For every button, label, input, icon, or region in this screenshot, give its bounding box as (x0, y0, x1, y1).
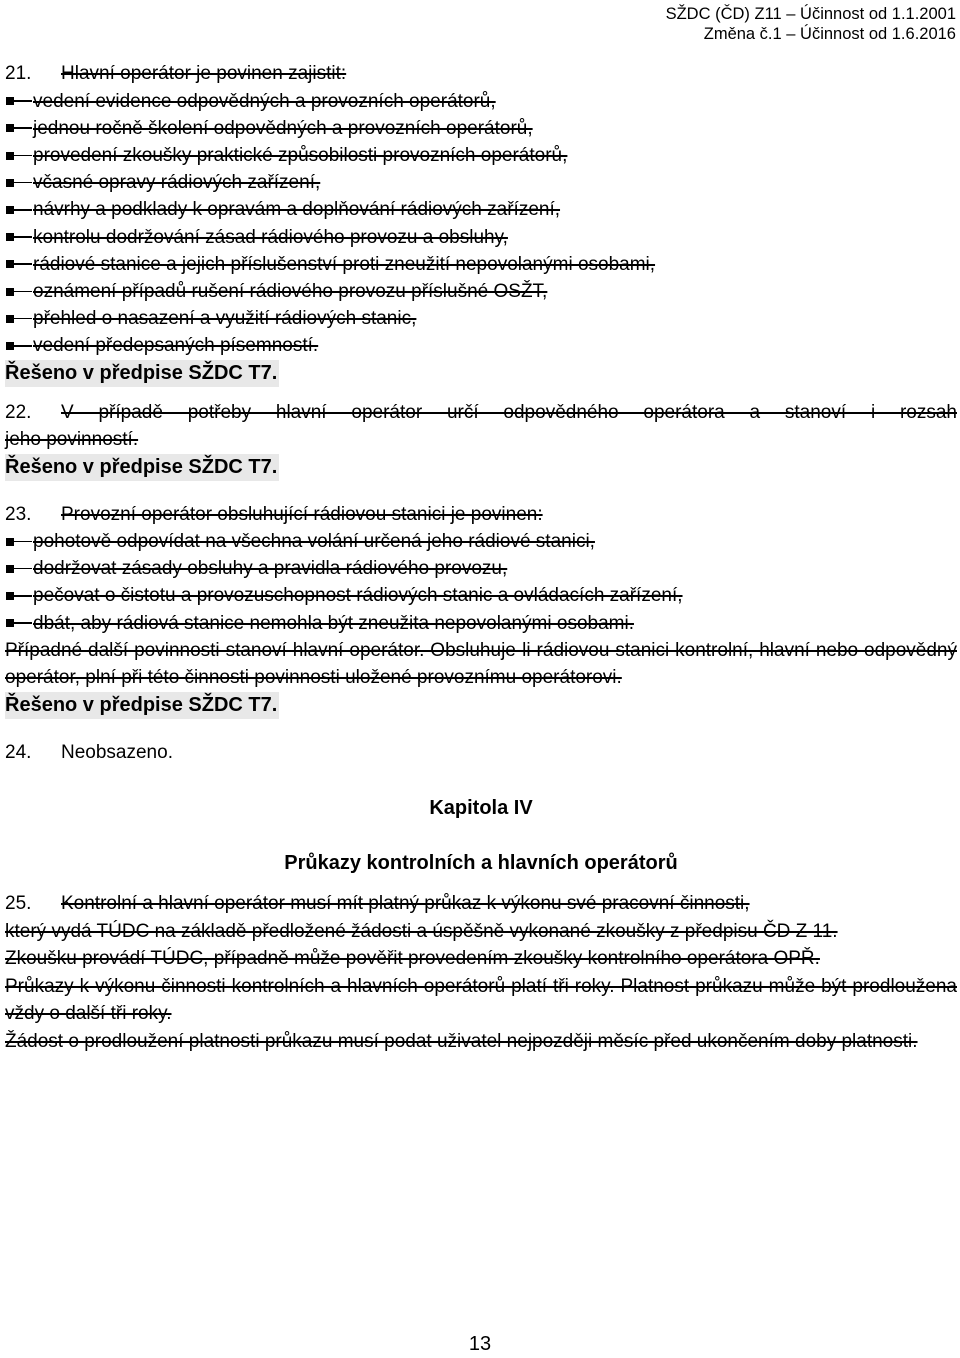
section-number: 24. (5, 741, 32, 763)
list-item: přehled o nasazení a využití rádiových stanic, (5, 305, 957, 332)
section-text: Kontrolní a hlavní operátor musí mít platný průkaz k výkonu své pracovní činnosti, (61, 893, 750, 915)
list-item: pohotově odpovídat na všechna volání určená jeho rádiové stanici, (5, 528, 957, 555)
section-24 (5, 739, 957, 767)
bullet-icon (6, 342, 14, 350)
section-text-continued: který vydá TÚDC na základě předložené žádosti a úspěšně vykonané zkoušky z předpisu ČD Z 11. (5, 920, 838, 942)
solved-note: Řešeno v předpise SŽDC T7. (5, 692, 279, 719)
list-item: vedení evidence odpovědných a provozních operátorů, (5, 88, 957, 115)
bullet-icon (6, 260, 14, 268)
list-item: kontrolu dodržování zásad rádiového provozu a obsluhy, (5, 224, 957, 251)
list-item: vedení předepsaných písemností. (5, 332, 957, 359)
bullet-icon (6, 315, 14, 323)
bullet-icon (6, 538, 14, 546)
bullet-icon (6, 206, 14, 214)
list-item: dodržovat zásady obsluhy a pravidla rádiového provozu, (5, 555, 957, 582)
paragraph: Případné další povinnosti stanoví hlavní operátor. Obsluhuje-li rádiovou stanici kontrolní, hlavní nebo odpovědný operátor, plní při této činnosti povinnosti uložené provoznímu operátorovi. (5, 639, 957, 689)
paragraph: Zkoušku provádí TÚDC, případně může pověřit provedením zkoušky kontrolního operátora OPŘ. (5, 948, 820, 970)
bullet-icon (6, 233, 14, 241)
list-item: návrhy a podklady k opravám a doplňování rádiových zařízení, (5, 196, 957, 223)
section-22 (5, 399, 957, 481)
header-line-2: Změna č.1 – Účinnost od 1.6.2016 (703, 25, 956, 43)
bullet-icon (6, 565, 14, 573)
chapter-subtitle: Průkazy kontrolních a hlavních operátorů (284, 852, 678, 875)
section-23 (5, 501, 957, 719)
bullet-icon (6, 288, 14, 296)
list-item: dbát, aby rádiová stanice nemohla být zneužita nepovolanými osobami. (5, 610, 957, 637)
bullet-icon (6, 619, 14, 627)
document-body (5, 60, 957, 1055)
bullet-icon (6, 152, 14, 160)
section-number: 25. (5, 893, 32, 915)
solved-note: Řešeno v předpise SŽDC T7. (5, 360, 279, 387)
list-item: provedení zkoušky praktické způsobilosti provozních operátorů, (5, 142, 957, 169)
section-number: 22. (5, 401, 32, 423)
section-21 (5, 60, 957, 387)
header-line-1: SŽDC (ČD) Z11 – Účinnost od 1.1.2001 (665, 5, 956, 23)
list-item: včasné opravy rádiových zařízení, (5, 169, 957, 196)
bullet-icon (6, 97, 14, 105)
paragraph: Průkazy k výkonu činnosti kontrolních a hlavních operátorů platí tři roky. Platnost průkazu může být prodloužena vždy o další tři roky. (5, 975, 957, 1025)
list-item: rádiové stanice a jejich příslušenství proti zneužití nepovolanými osobami, (5, 251, 957, 278)
section-number: 21. (5, 63, 32, 84)
section-text: Neobsazeno. (61, 741, 173, 763)
solved-note: Řešeno v předpise SŽDC T7. (5, 454, 279, 481)
bullet-icon (6, 179, 14, 187)
page-number: 13 (468, 1333, 492, 1355)
paragraph: Žádost o prodloužení platnosti průkazu musí podat uživatel nejpozději měsíc před ukončením doby platnosti. (5, 1030, 918, 1052)
section-title: Hlavní operátor je povinen zajistit: (61, 63, 347, 84)
section-25 (5, 890, 957, 1055)
list-item: pečovat o čistotu a provozuschopnost rádiových stanic a ovládacích zařízení, (5, 582, 957, 609)
section-number: 23. (5, 503, 32, 525)
list-item: oznámení případů rušení rádiového provozu příslušné OSŽT, (5, 278, 957, 305)
bullet-icon (6, 592, 14, 600)
section-title: Provozní operátor obsluhující rádiovou stanici je povinen: (61, 503, 543, 525)
page-header (666, 4, 956, 44)
bullet-icon (6, 124, 14, 132)
section-text-continued: jeho povinností. (5, 429, 139, 451)
section-text: V případě potřeby hlavní operátor určí odpovědného operátora a stanoví i rozsah (61, 401, 957, 423)
list-item: jednou ročně školení odpovědných a provozních operátorů, (5, 115, 957, 142)
chapter-title: Kapitola IV (429, 797, 533, 820)
